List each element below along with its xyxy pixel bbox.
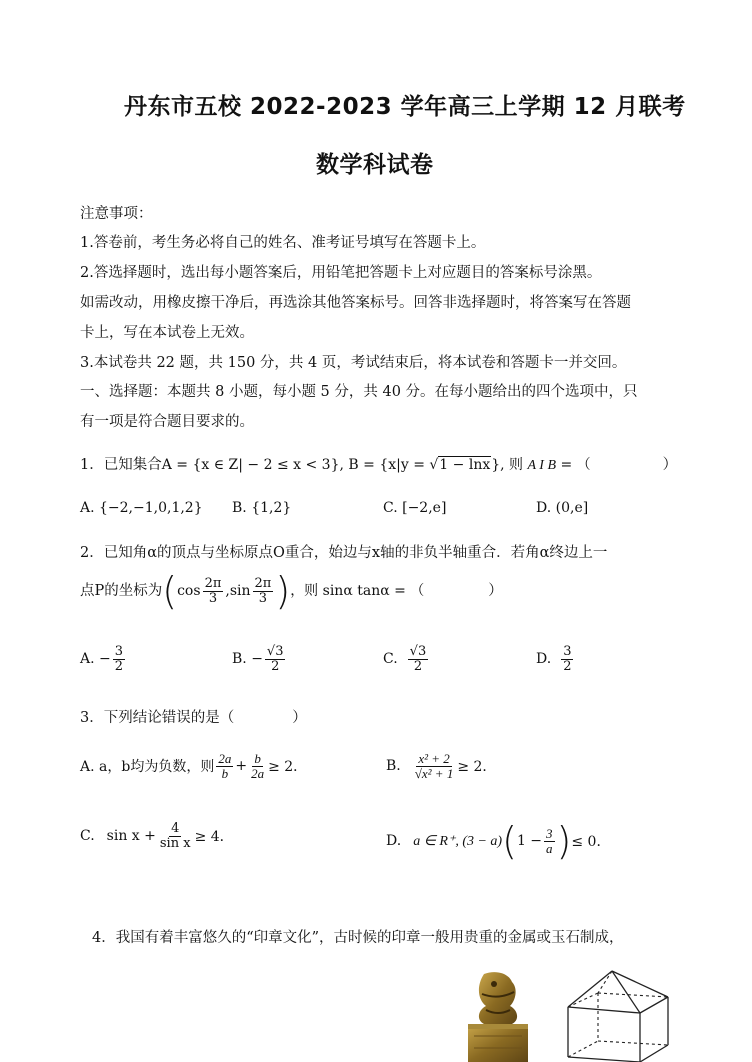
q2-option-b: B. − $\frac{√3}{2}$ [232, 644, 284, 674]
note-line-1: 1.答卷前，考生务必将自己的姓名、准考证号填写在答题卡上。 [80, 235, 486, 251]
q3-option-a: A. a，b均为负数，则 $\frac{2a}{b}$ + $\frac{b}{2a}$ ≥ 2． [80, 751, 308, 781]
section-1-heading: 一、选择题：本题共 8 小题，每小题 5 分，共 40 分。在每小题给出的四个选项中，只 [80, 384, 638, 400]
seal-image [460, 970, 536, 1062]
exam-subtitle: 数学科试卷 [316, 152, 434, 178]
note-line-5: 3.本试卷共 22 题，共 150 分，共 4 页，考试结束后，将本试卷和答题卡一并交回。 [80, 355, 627, 371]
q1-option-c: C. [−2,e] [383, 500, 447, 516]
q2-option-a: A. − $\frac{3}{2}$ [80, 644, 124, 674]
q3-option-c: C. sin x + $\frac{4}{\text{sin x}}$ ≥ 4． [80, 821, 234, 851]
note-line-2: 2.答选择题时，选出每小题答案后，用铅笔把答题卡上对应题目的答案标号涂黑。 [80, 265, 602, 281]
q2-option-d: D. $\frac{3}{2}$ [536, 644, 572, 674]
notes-heading: 注意事项： [80, 206, 153, 222]
sqrt-content: 1 − lnx [439, 457, 491, 473]
q1-option-a: A. {−2,−1,0,1,2} [80, 500, 203, 516]
q3-option-d: D. a ∈ R⁺, (3 − a) ( 1 − $\frac{3}{a}$ ) ≤ 0． [386, 819, 611, 863]
question-3-stem: 3．下列结论错误的是（ ） [80, 710, 307, 726]
section-1-heading-cont: 有一项是符合题目要求的。 [80, 414, 254, 430]
q1-option-d: D. (0,e] [536, 500, 589, 516]
fraction-2pi-3-b: $\frac{2\pi}{3}$ [254, 575, 272, 606]
q2-option-c: C. $\frac{√3}{2}$ [383, 644, 427, 674]
fraction-2pi-3-a: $\frac{2\pi}{3}$ [204, 575, 222, 606]
question-1-stem: 1．已知集合A = {x ∈ Z| − 2 ≤ x < 3}, B = {x|y = √1 − lnx}, 则 A I B = （ ） [80, 457, 678, 473]
solid-figure-diagram [562, 965, 674, 1062]
sqrt-symbol: √ [429, 457, 439, 473]
question-2-line-2: 点P的坐标为 ( cos $\frac{2\pi}{3}$ ,sin $\frac{2\pi}{3}$ ) ，则 sinα tanα = （ ） [80, 569, 503, 613]
q3-option-b: B. $\frac{\text{x² + 2}}{\text{√x² + 1}}$ ≥ 2． [386, 751, 497, 781]
q1-option-b: B. {1,2} [232, 500, 292, 516]
question-4-line-1: 4．我国有着丰富悠久的“印章文化”，古时候的印章一般用贵重的金属或玉石制成， [92, 930, 624, 946]
note-line-4: 卡上，写在本试卷上无效。 [80, 325, 254, 341]
exam-title: 丹东市五校 2022-2023 学年高三上学期 12 月联考 [124, 94, 686, 120]
note-line-3: 如需改动，用橡皮擦干净后，再选涂其他答案标号。回答非选择题时，将答案写在答题 [80, 295, 631, 311]
question-2-line-1: 2．已知角α的顶点与坐标原点O重合，始边与x轴的非负半轴重合．若角α终边上一 [80, 545, 608, 561]
